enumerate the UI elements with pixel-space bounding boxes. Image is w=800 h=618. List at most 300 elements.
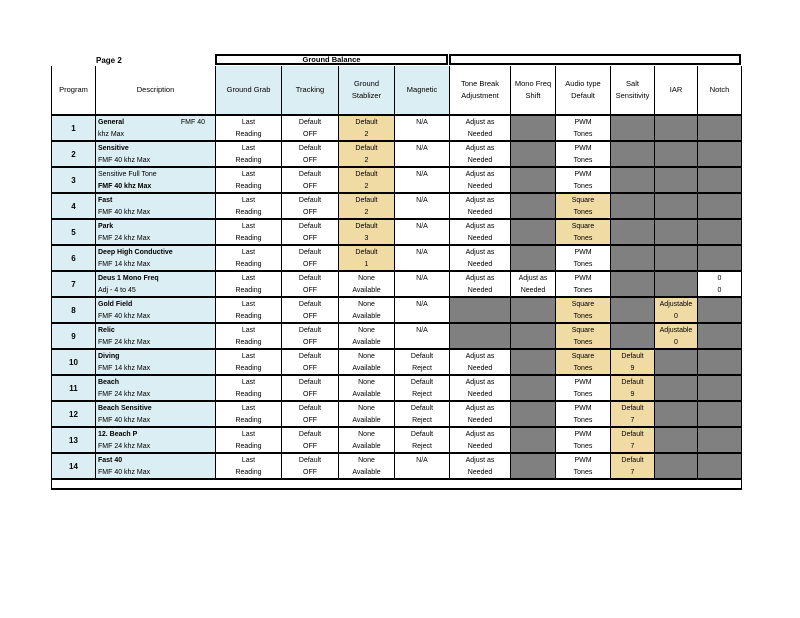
tone-break-line2: Needed: [450, 388, 511, 401]
ground-stabilizer-line2: Available: [339, 440, 395, 453]
notch: [698, 375, 742, 388]
table-row: [52, 245, 742, 258]
table-row: [52, 349, 742, 362]
notch: [698, 453, 742, 466]
audio-type: Square: [556, 323, 611, 336]
tone-break: Adjust as: [450, 193, 511, 206]
program-freq: FMF 24 khz Max: [96, 336, 216, 349]
table-footer-row: [52, 479, 742, 489]
ground-stabilizer: None: [339, 453, 395, 466]
magnetic: N/A: [395, 453, 450, 466]
ground-grab-line2: Reading: [216, 414, 282, 427]
tracking-line2: OFF: [282, 206, 339, 219]
iar-line2: 0: [655, 336, 698, 349]
mono-freq-line2: [511, 362, 556, 375]
audio-type: PWM: [556, 401, 611, 414]
ground-stabilizer-line2: Available: [339, 414, 395, 427]
iar: [655, 375, 698, 388]
iar-line2: [655, 440, 698, 453]
program-freq-inline: FMF 40: [180, 118, 205, 126]
ground-grab: Last: [216, 245, 282, 258]
ground-grab: Last: [216, 349, 282, 362]
audio-type-line2: Tones: [556, 440, 611, 453]
tone-break: Adjust as: [450, 375, 511, 388]
salt-sensitivity: Default: [611, 375, 655, 388]
ground-grab: Last: [216, 375, 282, 388]
mono-freq-line2: Needed: [511, 284, 556, 297]
audio-type-line2: Tones: [556, 362, 611, 375]
notch: [698, 167, 742, 180]
ground-stabilizer: Default: [339, 193, 395, 206]
magnetic-line2: Reject: [395, 388, 450, 401]
iar: [655, 193, 698, 206]
tone-break-line2: Needed: [450, 258, 511, 271]
audio-type: PWM: [556, 427, 611, 440]
header-salt: Salt Sensitivity: [611, 66, 655, 115]
header-tone-break: Tone Break Adjustment: [450, 66, 511, 115]
notch-line2: [698, 336, 742, 349]
tone-break-line2: Needed: [450, 180, 511, 193]
magnetic: N/A: [395, 141, 450, 154]
table-row-second-line: [52, 336, 742, 349]
program-name-text: Gold Field: [98, 300, 133, 308]
tone-break-line2: Needed: [450, 466, 511, 479]
magnetic-line2: [395, 206, 450, 219]
notch-line2: 0: [698, 284, 742, 297]
salt-sensitivity: Default: [611, 401, 655, 414]
program-number: 6: [52, 245, 96, 271]
program-number: 9: [52, 323, 96, 349]
audio-type: PWM: [556, 245, 611, 258]
audio-type-line2: Tones: [556, 128, 611, 141]
iar: [655, 271, 698, 284]
salt-sensitivity-line2: 9: [611, 362, 655, 375]
tone-break: Adjust as: [450, 219, 511, 232]
program-name-text: Fast: [98, 196, 113, 204]
salt-sensitivity: [611, 115, 655, 128]
ground-stabilizer: None: [339, 297, 395, 310]
salt-sensitivity-line2: [611, 232, 655, 245]
program-number: 8: [52, 297, 96, 323]
program-name-text: Beach Sensitive: [98, 404, 152, 412]
iar: [655, 401, 698, 414]
iar-line2: [655, 362, 698, 375]
salt-sensitivity-line2: [611, 336, 655, 349]
mono-freq-line2: [511, 154, 556, 167]
tracking: Default: [282, 193, 339, 206]
tracking-line2: OFF: [282, 154, 339, 167]
magnetic-line2: [395, 310, 450, 323]
tone-break: [450, 323, 511, 336]
program-name-text: Diving: [98, 352, 120, 360]
table-row-second-line: [52, 232, 742, 245]
table-row: [52, 375, 742, 388]
tracking: Default: [282, 349, 339, 362]
notch-line2: [698, 466, 742, 479]
magnetic: Default: [395, 375, 450, 388]
ground-grab-line2: Reading: [216, 128, 282, 141]
notch-line2: [698, 388, 742, 401]
table-row-second-line: [52, 258, 742, 271]
tracking: Default: [282, 271, 339, 284]
magnetic: N/A: [395, 297, 450, 310]
ground-grab-line2: Reading: [216, 440, 282, 453]
tone-break-line2: Needed: [450, 206, 511, 219]
program-number: 1: [52, 115, 96, 141]
salt-sensitivity: [611, 297, 655, 310]
audio-type-line2: Tones: [556, 466, 611, 479]
audio-type-line2: Tones: [556, 388, 611, 401]
mono-freq: [511, 115, 556, 128]
ground-grab: Last: [216, 219, 282, 232]
tracking: Default: [282, 167, 339, 180]
group-header-blank: [449, 54, 741, 65]
magnetic: Default: [395, 349, 450, 362]
table-row: [52, 297, 742, 310]
program-name-text: Relic: [98, 326, 115, 334]
header-ground-stabilizer: Ground Stablizer: [339, 66, 395, 115]
magnetic-line2: [395, 180, 450, 193]
audio-type-line2: Tones: [556, 336, 611, 349]
iar-line2: [655, 232, 698, 245]
table-row-second-line: [52, 310, 742, 323]
table-row: [52, 167, 742, 180]
salt-sensitivity-line2: [611, 284, 655, 297]
tone-break: Adjust as: [450, 271, 511, 284]
iar: Adjustable: [655, 297, 698, 310]
program-name: [96, 401, 216, 414]
magnetic-line2: Reject: [395, 362, 450, 375]
program-freq: FMF 24 khz Max: [96, 440, 216, 453]
tracking: Default: [282, 401, 339, 414]
tracking: Default: [282, 453, 339, 466]
table-row: [52, 401, 742, 414]
notch: [698, 323, 742, 336]
notch: [698, 219, 742, 232]
table-row: [52, 115, 742, 128]
notch-line2: [698, 258, 742, 271]
magnetic-line2: [395, 258, 450, 271]
program-freq: Adj - 4 to 45: [96, 284, 216, 297]
table-row: [52, 141, 742, 154]
iar-line2: [655, 284, 698, 297]
salt-sensitivity: [611, 193, 655, 206]
magnetic: N/A: [395, 271, 450, 284]
mono-freq: [511, 167, 556, 180]
iar: [655, 427, 698, 440]
salt-sensitivity-line2: [611, 154, 655, 167]
salt-sensitivity: Default: [611, 453, 655, 466]
ground-stabilizer: Default: [339, 219, 395, 232]
iar: [655, 167, 698, 180]
notch: 0: [698, 271, 742, 284]
tracking: Default: [282, 323, 339, 336]
iar-line2: [655, 258, 698, 271]
ground-stabilizer: Default: [339, 245, 395, 258]
tracking: Default: [282, 219, 339, 232]
program-freq: FMF 40 khz Max: [96, 310, 216, 323]
notch-line2: [698, 310, 742, 323]
ground-stabilizer: None: [339, 375, 395, 388]
mono-freq: [511, 375, 556, 388]
tone-break: Adjust as: [450, 349, 511, 362]
ground-grab: Last: [216, 401, 282, 414]
salt-sensitivity: [611, 219, 655, 232]
ground-grab: Last: [216, 271, 282, 284]
tone-break-line2: [450, 336, 511, 349]
ground-stabilizer-line2: 1: [339, 258, 395, 271]
audio-type-line2: Tones: [556, 414, 611, 427]
program-name-text: Park: [98, 222, 114, 230]
program-freq: FMF 40 khz Max: [96, 206, 216, 219]
tracking-line2: OFF: [282, 258, 339, 271]
notch: [698, 115, 742, 128]
program-name: [96, 271, 216, 284]
program-name: [96, 141, 216, 154]
header-program: Program: [52, 66, 96, 115]
mono-freq-line2: [511, 336, 556, 349]
program-name-text: Beach: [98, 378, 120, 386]
ground-stabilizer: Default: [339, 141, 395, 154]
program-freq: FMF 40 khz Max: [96, 414, 216, 427]
salt-sensitivity-line2: [611, 206, 655, 219]
audio-type-line2: Tones: [556, 258, 611, 271]
ground-grab: Last: [216, 427, 282, 440]
salt-sensitivity-line2: 9: [611, 388, 655, 401]
tone-break: Adjust as: [450, 141, 511, 154]
audio-type: PWM: [556, 271, 611, 284]
tracking: Default: [282, 427, 339, 440]
audio-type-line2: Tones: [556, 154, 611, 167]
audio-type: Square: [556, 193, 611, 206]
magnetic-line2: [395, 232, 450, 245]
program-name: [96, 297, 216, 310]
notch: [698, 349, 742, 362]
tracking: Default: [282, 115, 339, 128]
header-notch: Notch: [698, 66, 742, 115]
ground-stabilizer-line2: Available: [339, 362, 395, 375]
ground-stabilizer: Default: [339, 115, 395, 128]
program-name-text: 12. Beach P: [98, 430, 138, 438]
ground-grab-line2: Reading: [216, 206, 282, 219]
program-name-text: General: [98, 118, 125, 126]
tracking: Default: [282, 375, 339, 388]
ground-grab-line2: Reading: [216, 180, 282, 193]
audio-type-line2: Tones: [556, 180, 611, 193]
iar: [655, 349, 698, 362]
tracking-line2: OFF: [282, 440, 339, 453]
program-name: [96, 245, 216, 258]
program-name: [96, 375, 216, 388]
mono-freq-line2: [511, 388, 556, 401]
audio-type: PWM: [556, 375, 611, 388]
notch: [698, 193, 742, 206]
program-name: [96, 427, 216, 440]
ground-stabilizer-line2: 2: [339, 206, 395, 219]
program-freq: khz Max: [96, 128, 216, 141]
ground-grab: Last: [216, 323, 282, 336]
program-freq: FMF 24 khz Max: [96, 232, 216, 245]
table-row-second-line: [52, 388, 742, 401]
tone-break-line2: Needed: [450, 232, 511, 245]
program-number: 4: [52, 193, 96, 219]
ground-grab-line2: Reading: [216, 232, 282, 245]
program-number: 2: [52, 141, 96, 167]
ground-grab: Last: [216, 167, 282, 180]
tone-break: Adjust as: [450, 167, 511, 180]
mono-freq-line2: [511, 206, 556, 219]
magnetic: Default: [395, 427, 450, 440]
salt-sensitivity-line2: [611, 128, 655, 141]
salt-sensitivity: [611, 245, 655, 258]
program-freq: FMF 40 khz Max: [96, 154, 216, 167]
program-name: [96, 167, 216, 180]
mono-freq-line2: [511, 232, 556, 245]
program-name: [96, 193, 216, 206]
ground-stabilizer: None: [339, 427, 395, 440]
ground-grab-line2: Reading: [216, 362, 282, 375]
magnetic-line2: [395, 154, 450, 167]
tone-break: Adjust as: [450, 427, 511, 440]
mono-freq: [511, 427, 556, 440]
program-name: [96, 349, 216, 362]
notch: [698, 297, 742, 310]
ground-stabilizer-line2: 2: [339, 128, 395, 141]
ground-stabilizer: None: [339, 271, 395, 284]
ground-grab-line2: Reading: [216, 388, 282, 401]
tone-break-line2: Needed: [450, 284, 511, 297]
page-label: Page 2: [96, 56, 122, 65]
ground-stabilizer-line2: 2: [339, 154, 395, 167]
notch-line2: [698, 414, 742, 427]
magnetic-line2: Reject: [395, 414, 450, 427]
tone-break-line2: Needed: [450, 440, 511, 453]
table-row: [52, 271, 742, 284]
ground-grab: Last: [216, 141, 282, 154]
salt-sensitivity-line2: [611, 258, 655, 271]
table-row: [52, 193, 742, 206]
ground-stabilizer-line2: 3: [339, 232, 395, 245]
mono-freq: [511, 349, 556, 362]
header-audio-type: Audio type Default: [556, 66, 611, 115]
mono-freq: [511, 141, 556, 154]
program-freq: FMF 14 khz Max: [96, 362, 216, 375]
program-name: [96, 115, 216, 128]
notch-line2: [698, 128, 742, 141]
ground-grab: Last: [216, 193, 282, 206]
iar: [655, 219, 698, 232]
ground-grab-line2: Reading: [216, 258, 282, 271]
mono-freq-line2: [511, 466, 556, 479]
tone-break-line2: Needed: [450, 414, 511, 427]
ground-grab: Last: [216, 115, 282, 128]
program-name-text: Fast 40: [98, 456, 123, 464]
mono-freq: [511, 297, 556, 310]
salt-sensitivity: Default: [611, 349, 655, 362]
tracking-line2: OFF: [282, 180, 339, 193]
salt-sensitivity: [611, 271, 655, 284]
ground-grab-line2: Reading: [216, 154, 282, 167]
salt-sensitivity: [611, 141, 655, 154]
tone-break-line2: Needed: [450, 362, 511, 375]
tone-break-line2: Needed: [450, 128, 511, 141]
salt-sensitivity-line2: 7: [611, 414, 655, 427]
magnetic-line2: [395, 128, 450, 141]
notch: [698, 141, 742, 154]
audio-type: Square: [556, 297, 611, 310]
tone-break: Adjust as: [450, 401, 511, 414]
tracking-line2: OFF: [282, 414, 339, 427]
ground-stabilizer-line2: Available: [339, 388, 395, 401]
mono-freq: [511, 245, 556, 258]
program-number: 12: [52, 401, 96, 427]
mono-freq: Adjust as: [511, 271, 556, 284]
ground-stabilizer-line2: Available: [339, 310, 395, 323]
mono-freq: [511, 219, 556, 232]
iar: Adjustable: [655, 323, 698, 336]
tone-break: Adjust as: [450, 245, 511, 258]
table-row-second-line: [52, 154, 742, 167]
audio-type-line2: Tones: [556, 310, 611, 323]
iar: [655, 141, 698, 154]
salt-sensitivity: Default: [611, 427, 655, 440]
program-name-text: Sensitive Full Tone: [98, 170, 157, 178]
notch: [698, 427, 742, 440]
table-row: [52, 453, 742, 466]
program-freq: FMF 14 khz Max: [96, 258, 216, 271]
magnetic: N/A: [395, 193, 450, 206]
magnetic-line2: [395, 466, 450, 479]
program-number: 3: [52, 167, 96, 193]
iar: [655, 453, 698, 466]
program-settings-table: [51, 66, 742, 490]
ground-grab: Last: [216, 297, 282, 310]
mono-freq: [511, 193, 556, 206]
header-description: Description: [96, 66, 216, 115]
program-name: [96, 453, 216, 466]
mono-freq-line2: [511, 440, 556, 453]
iar-line2: 0: [655, 310, 698, 323]
tracking: Default: [282, 141, 339, 154]
ground-stabilizer-line2: Available: [339, 284, 395, 297]
program-freq: FMF 40 khz Max: [96, 180, 216, 193]
table-row: [52, 427, 742, 440]
tracking-line2: OFF: [282, 388, 339, 401]
mono-freq: [511, 323, 556, 336]
audio-type-line2: Tones: [556, 206, 611, 219]
table-row: [52, 323, 742, 336]
iar-line2: [655, 414, 698, 427]
audio-type: PWM: [556, 167, 611, 180]
mono-freq-line2: [511, 310, 556, 323]
header-row: [52, 66, 742, 115]
salt-sensitivity-line2: 7: [611, 440, 655, 453]
notch: [698, 245, 742, 258]
magnetic: N/A: [395, 219, 450, 232]
mono-freq-line2: [511, 414, 556, 427]
tracking-line2: OFF: [282, 232, 339, 245]
iar: [655, 245, 698, 258]
ground-stabilizer: Default: [339, 167, 395, 180]
salt-sensitivity: [611, 167, 655, 180]
audio-type: PWM: [556, 115, 611, 128]
tracking-line2: OFF: [282, 310, 339, 323]
tone-break: Adjust as: [450, 115, 511, 128]
ground-grab-line2: Reading: [216, 466, 282, 479]
iar-line2: [655, 466, 698, 479]
ground-balance-header: Ground Balance: [215, 54, 448, 65]
magnetic: N/A: [395, 245, 450, 258]
